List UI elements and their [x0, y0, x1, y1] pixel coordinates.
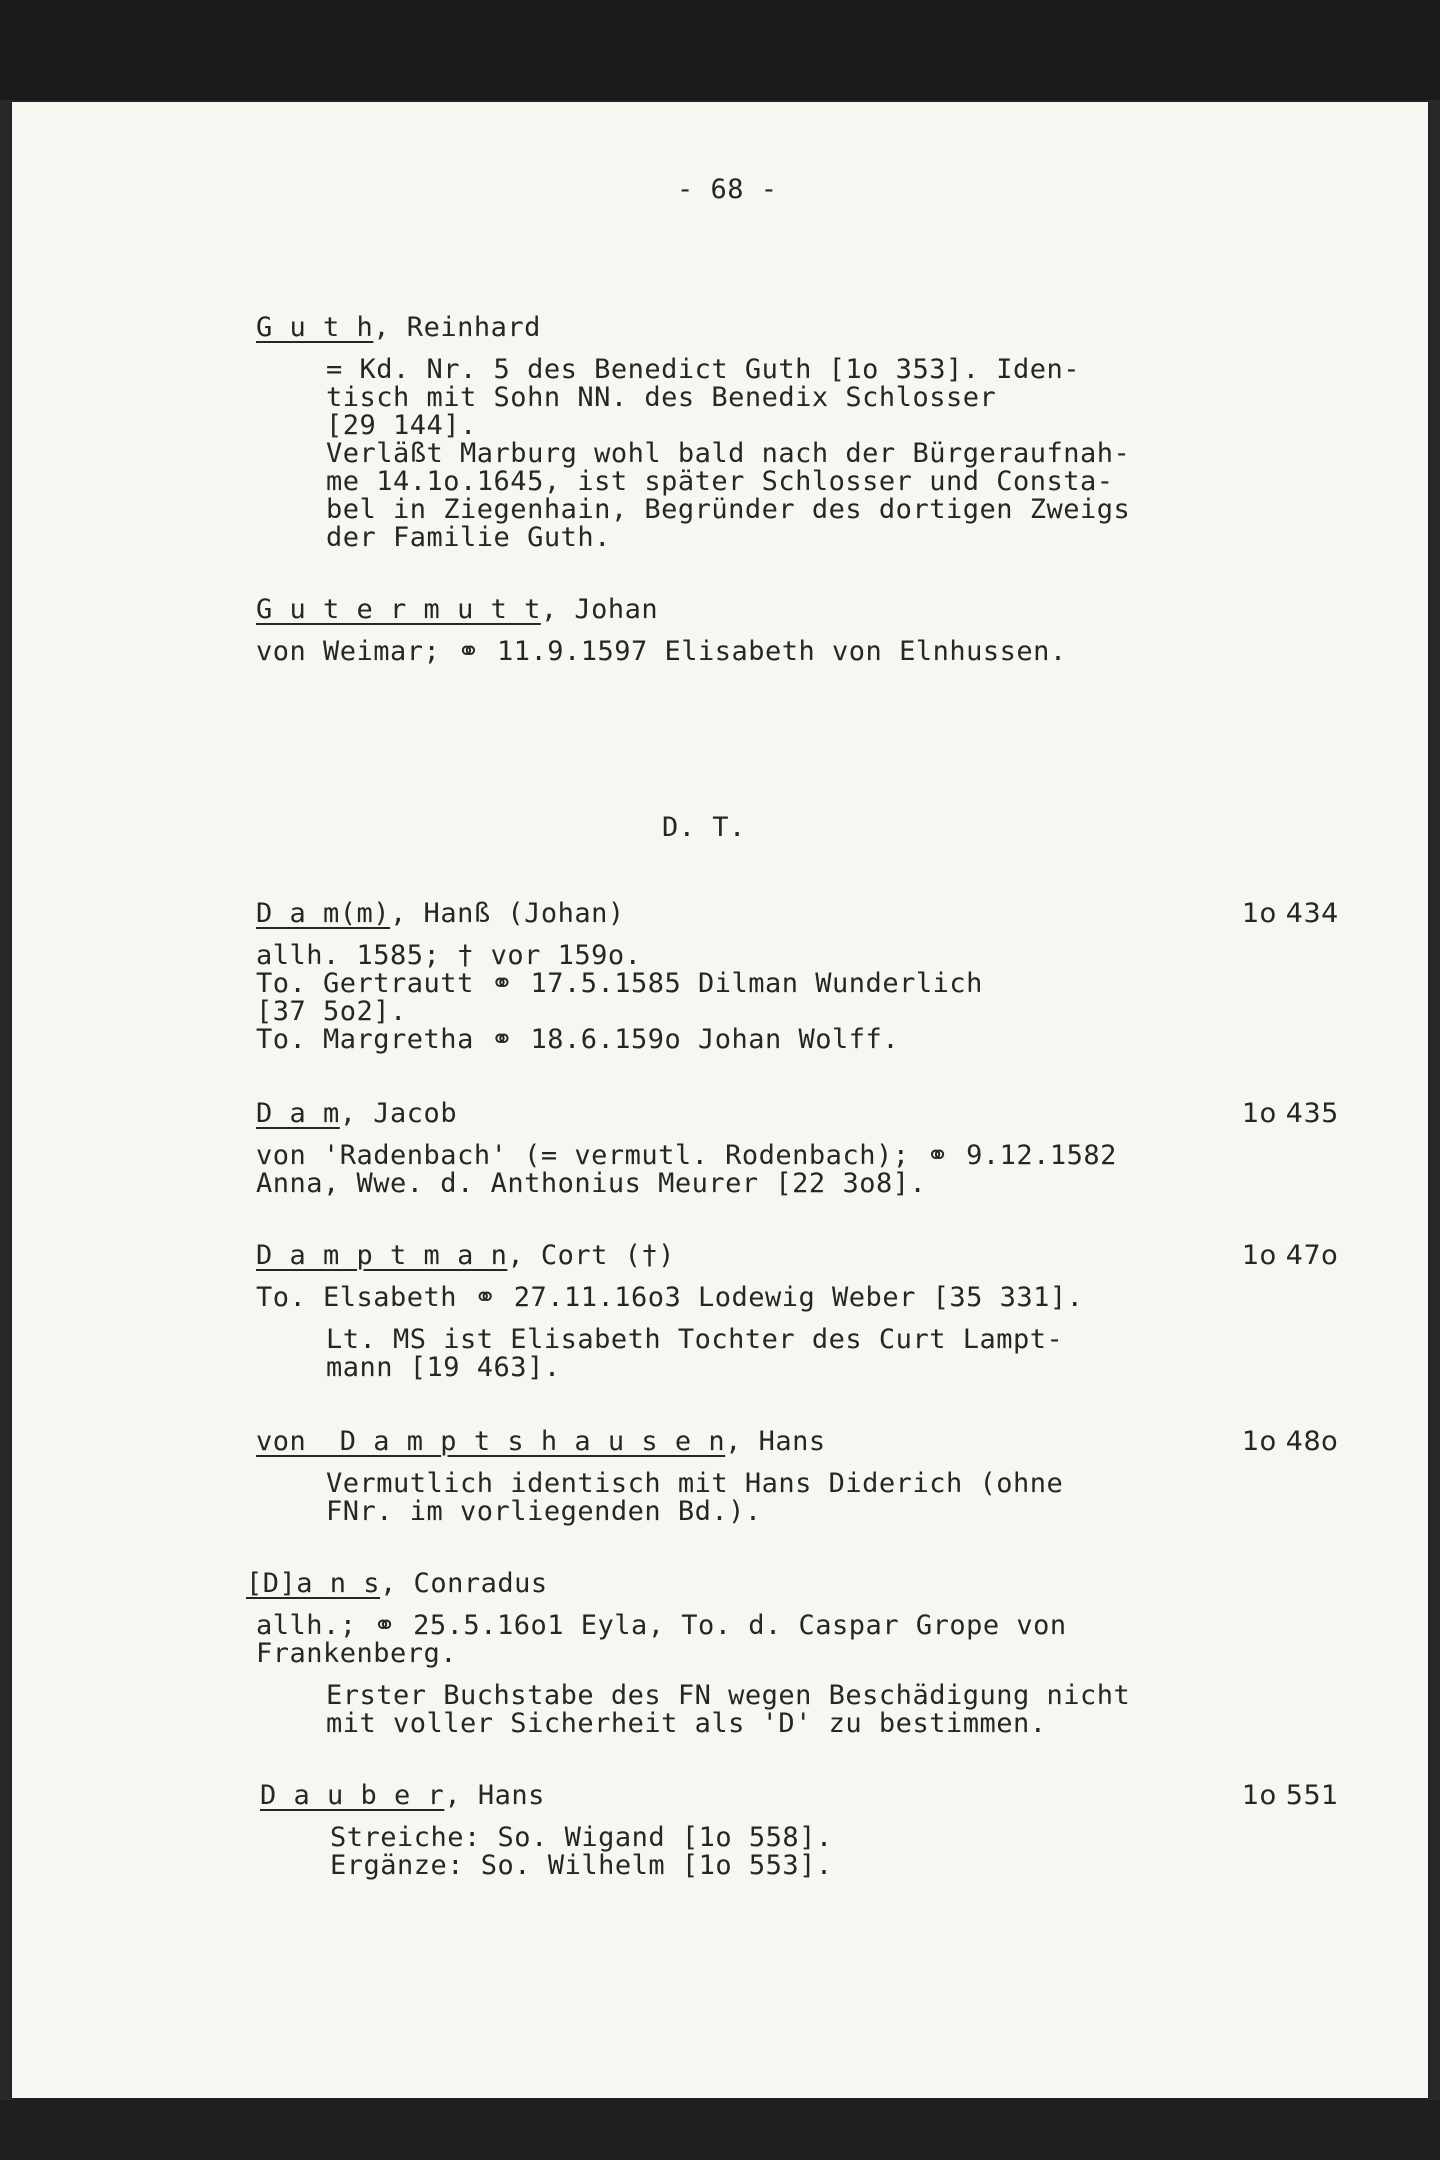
entry-line: allh. 1585; † vor 159o.	[256, 940, 642, 971]
entry-given-name: , Reinhard	[373, 312, 541, 343]
entry-name: D a u b e r	[260, 1780, 445, 1811]
entry-line: To. Elsabeth ⚭ 27.11.16o3 Lodewig Weber [35 331].	[256, 1282, 1084, 1313]
document-page	[12, 102, 1428, 2098]
entry-line: von Weimar; ⚭ 11.9.1597 Elisabeth von Elnhussen.	[256, 636, 1067, 667]
entry-line: Anna, Wwe. d. Anthonius Meurer [22 3o8].	[256, 1168, 927, 1199]
entry-line: Vermutlich identisch mit Hans Diderich (ohne	[326, 1468, 1064, 1499]
entry-line: Lt. MS ist Elisabeth Tochter des Curt Lampt-	[326, 1324, 1064, 1355]
entry-line: [37 5o2].	[256, 996, 407, 1027]
entry-heading	[256, 898, 625, 929]
entry-given-name: , Conradus	[380, 1568, 548, 1599]
entry-line: Frankenberg.	[256, 1638, 458, 1669]
entry-given-name: , Jacob	[339, 1098, 458, 1129]
entry-line: mann [19 463].	[326, 1352, 561, 1383]
entry-line: bel in Ziegenhain, Begründer des dortigen Zweigs	[326, 494, 1131, 525]
entry-name: G u t e r m u t t	[256, 594, 541, 625]
entry-name: G u t h	[256, 312, 374, 343]
entry-heading	[256, 1098, 457, 1129]
entry-heading	[256, 312, 541, 343]
entry-line: tisch mit Sohn NN. des Benedix Schlosser	[326, 382, 997, 413]
section-heading: D. T.	[662, 812, 746, 843]
entry-given-name: , Hanß (Johan)	[390, 898, 625, 929]
entry-line: [29 144].	[326, 410, 477, 441]
entry-name: D a m p t m a n	[256, 1240, 508, 1271]
entry-heading	[256, 1240, 675, 1271]
page-number: - 68 -	[677, 174, 778, 205]
entry-name: D a m	[256, 1098, 340, 1129]
entry-name: [D]a n s	[246, 1568, 381, 1599]
entry-line: Ergänze: So. Wilhelm [1o 553].	[330, 1850, 833, 1881]
entry-line: = Kd. Nr. 5 des Benedict Guth [1o 353]. Iden-	[326, 354, 1080, 385]
entry-heading	[246, 1568, 548, 1599]
entry-reference: 1o 551	[1242, 1780, 1339, 1811]
entry-line: me 14.1o.1645, ist später Schlosser und Consta-	[326, 466, 1114, 497]
entry-reference: 1o 434	[1242, 898, 1339, 929]
entry-name: von D a m p t s h a u s e n	[256, 1426, 726, 1457]
entry-given-name: , Cort (†)	[507, 1240, 675, 1271]
entry-line: von 'Radenbach' (= vermutl. Rodenbach); ⚭ 9.12.1582	[256, 1140, 1117, 1171]
entry-given-name: , Hans	[444, 1780, 545, 1811]
entry-line: der Familie Guth.	[326, 522, 611, 553]
entry-reference: 1o 47o	[1242, 1240, 1339, 1271]
entry-heading	[260, 1780, 545, 1811]
entry-given-name: , Johan	[540, 594, 659, 625]
entry-reference: 1o 48o	[1242, 1426, 1339, 1457]
scanner-top-strip	[0, 0, 1440, 100]
entry-line: FNr. im vorliegenden Bd.).	[326, 1496, 762, 1527]
entry-reference: 1o 435	[1242, 1098, 1339, 1129]
entry-line: To. Gertrautt ⚭ 17.5.1585 Dilman Wunderlich	[256, 968, 983, 999]
entry-given-name: , Hans	[725, 1426, 826, 1457]
entry-line: Verläßt Marburg wohl bald nach der Bürgeraufnah-	[326, 438, 1131, 469]
scanner-bottom-strip	[0, 2100, 1440, 2160]
entry-line: Streiche: So. Wigand [1o 558].	[330, 1822, 833, 1853]
entry-line: allh.; ⚭ 25.5.16o1 Eyla, To. d. Caspar Grope von	[256, 1610, 1067, 1641]
entry-heading	[256, 1426, 826, 1457]
entry-line: To. Margretha ⚭ 18.6.159o Johan Wolff.	[256, 1024, 900, 1055]
entry-heading	[256, 594, 658, 625]
entry-line: mit voller Sicherheit als 'D' zu bestimmen.	[326, 1708, 1047, 1739]
entry-name: D a m(m)	[256, 898, 391, 929]
entry-line: Erster Buchstabe des FN wegen Beschädigung nicht	[326, 1680, 1131, 1711]
